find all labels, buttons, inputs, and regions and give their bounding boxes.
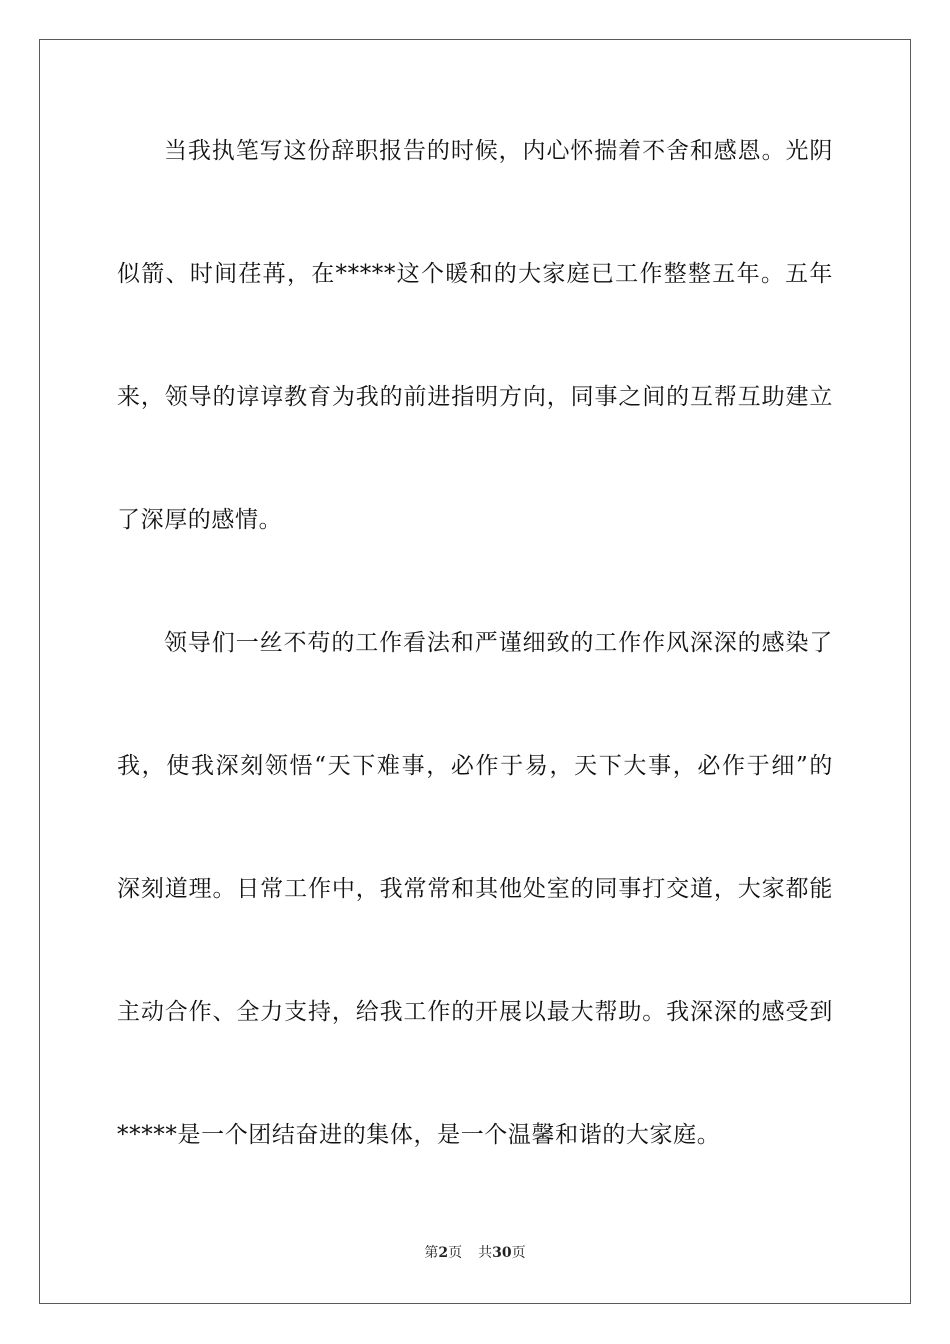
text-line: 似箭、时间荏苒，在*****这个暖和的大家庭已工作整整五年。五年 [117,261,833,287]
page-prefix: 第 [424,1245,439,1261]
text-line: 主动合作、全力支持，给我工作的开展以最大帮助。我深深的感受到 [117,999,833,1025]
text-line: *****是一个团结奋进的集体，是一个温馨和谐的大家庭。 [117,1122,721,1148]
text-line: 深刻道理。日常工作中，我常常和其他处室的同事打交道，大家都能 [117,876,833,902]
page-number: 2 [438,1245,449,1261]
total-pages: 30 [492,1245,512,1261]
page-suffix: 页 [448,1245,463,1261]
text-line: 来，领导的谆谆教育为我的前进指明方向，同事之间的互帮互助建立 [117,384,833,410]
total-suffix: 页 [511,1245,526,1261]
page-frame [39,39,911,1304]
page-footer [0,1244,950,1262]
text-line: 我，使我深刻领悟“天下难事，必作于易，天下大事，必作于细”的 [117,753,833,779]
text-line: 了深厚的感情。 [117,507,283,533]
text-line: 当我执笔写这份辞职报告的时候，内心怀揣着不舍和感恩。光阴 [164,138,833,164]
total-prefix: 共 [478,1245,493,1261]
text-line: 领导们一丝不苟的工作看法和严谨细致的工作作风深深的感染了 [164,630,833,656]
